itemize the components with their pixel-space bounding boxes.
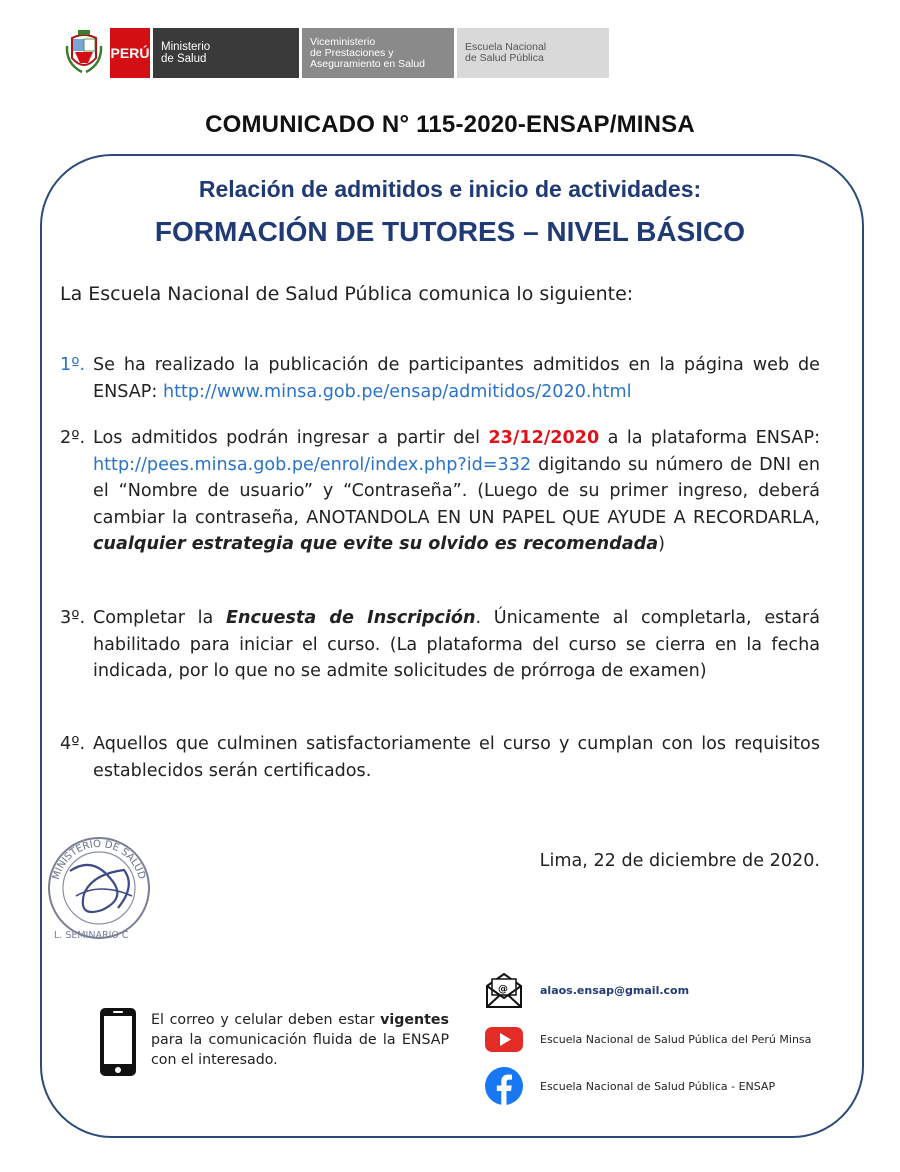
- note-text-part: para la comunicación fluida de la ENSAP con el interesado.: [151, 1032, 449, 1068]
- contact-email[interactable]: [484, 970, 689, 1010]
- item-text-part: Completar la: [93, 608, 227, 628]
- item-number: 2º.: [60, 428, 86, 448]
- youtube-icon: [484, 1024, 524, 1054]
- item-text-part: ): [658, 534, 665, 554]
- item-text: [93, 352, 820, 405]
- contact-facebook[interactable]: [484, 1066, 775, 1106]
- facebook-page-name[interactable]: Escuela Nacional de Salud Pública - ENSAP: [540, 1079, 776, 1093]
- item-text-part: Se ha realizado la publicación de participantes admitidos en la página web de ENSAP:: [93, 355, 820, 402]
- email-icon: [484, 970, 524, 1010]
- svg-text:MINISTERIO DE SALUD: MINISTERIO DE SALUD: [50, 838, 147, 882]
- contact-note: [151, 1010, 449, 1070]
- note-bold-text: vigentes: [380, 1012, 449, 1028]
- item-number: 4º.: [60, 734, 86, 754]
- item-text: [93, 605, 820, 685]
- document-subtitle: Relación de admitidos e inicio de actividades:: [198, 176, 702, 202]
- svg-text:@: @: [498, 984, 508, 995]
- note-text-part: El correo y celular deben estar: [151, 1012, 381, 1028]
- ministerio-logo-block: Ministerio de Salud: [153, 28, 299, 78]
- start-date: 23/12/2020: [488, 428, 600, 448]
- mobile-phone-icon: [98, 1006, 138, 1078]
- item-text-part: . Únicamente al completarla, estará habilitado para iniciar el curso. (La plataforma del curso se cierra en la fecha indicada, por lo que no se admite solicitudes de prórroga de examen): [93, 608, 820, 681]
- intro-text: La Escuela Nacional de Salud Pública comunica lo siguiente:: [60, 283, 634, 305]
- item-text-part: Aquellos que culminen satisfactoriamente el curso y cumplan con los requisitos establecidos serán certificados.: [93, 734, 820, 781]
- list-item-2: [60, 425, 820, 558]
- item-text-part: Los admitidos podrán ingresar a partir del: [93, 428, 489, 448]
- item-text: [93, 731, 820, 784]
- escuela-logo-block: Escuela Nacional de Salud Pública: [457, 28, 609, 78]
- emphasis-text: Encuesta de Inscripción: [226, 608, 476, 628]
- emphasis-text: cualquier estrategia que evite su olvido es recomendada: [93, 534, 659, 554]
- item-number: 3º.: [60, 608, 86, 628]
- document-title: FORMACIÓN DE TUTORES – NIVEL BÁSICO: [154, 216, 746, 247]
- list-item-4: [60, 731, 820, 784]
- comunicado-title: COMUNICADO N° 115-2020-ENSAP/MINSA: [205, 111, 695, 138]
- platform-link[interactable]: http://pees.minsa.gob.pe/enrol/index.php?id=332: [93, 454, 532, 475]
- svg-text:L. SEMINARIO C: L. SEMINARIO C: [54, 930, 129, 941]
- header-logos: [64, 28, 609, 78]
- contact-youtube[interactable]: [484, 1024, 811, 1054]
- peru-logo-block: PERÚ: [110, 28, 150, 78]
- item-number: 1º.: [60, 355, 86, 375]
- item-text-part: a la plataforma ENSAP:: [599, 428, 821, 448]
- youtube-channel-name[interactable]: Escuela Nacional de Salud Pública del Perú Minsa: [540, 1032, 812, 1046]
- admitidos-link[interactable]: http://www.minsa.gob.pe/ensap/admitidos/2020.html: [162, 381, 632, 402]
- item-text: [93, 425, 820, 558]
- list-item-1: [60, 352, 820, 405]
- facebook-icon: [484, 1066, 524, 1106]
- date-line: Lima, 22 de diciembre de 2020.: [539, 851, 820, 871]
- peru-coat-of-arms-icon: [64, 28, 104, 76]
- official-stamp-icon: [40, 826, 158, 946]
- email-address[interactable]: alaos.ensap@gmail.com: [540, 983, 690, 997]
- item-text-part: digitando su número de DNI en el “Nombre de usuario” y “Contraseña”. (Luego de su primer ingreso, deberá cambiar la contraseña, ANOTANDOLA EN UN PAPEL QUE AYUDE A RECORDARLA,: [93, 454, 820, 528]
- viceministerio-logo-block: Viceministerio de Prestaciones y Aseguramiento en Salud: [302, 28, 454, 78]
- list-item-3: [60, 605, 820, 685]
